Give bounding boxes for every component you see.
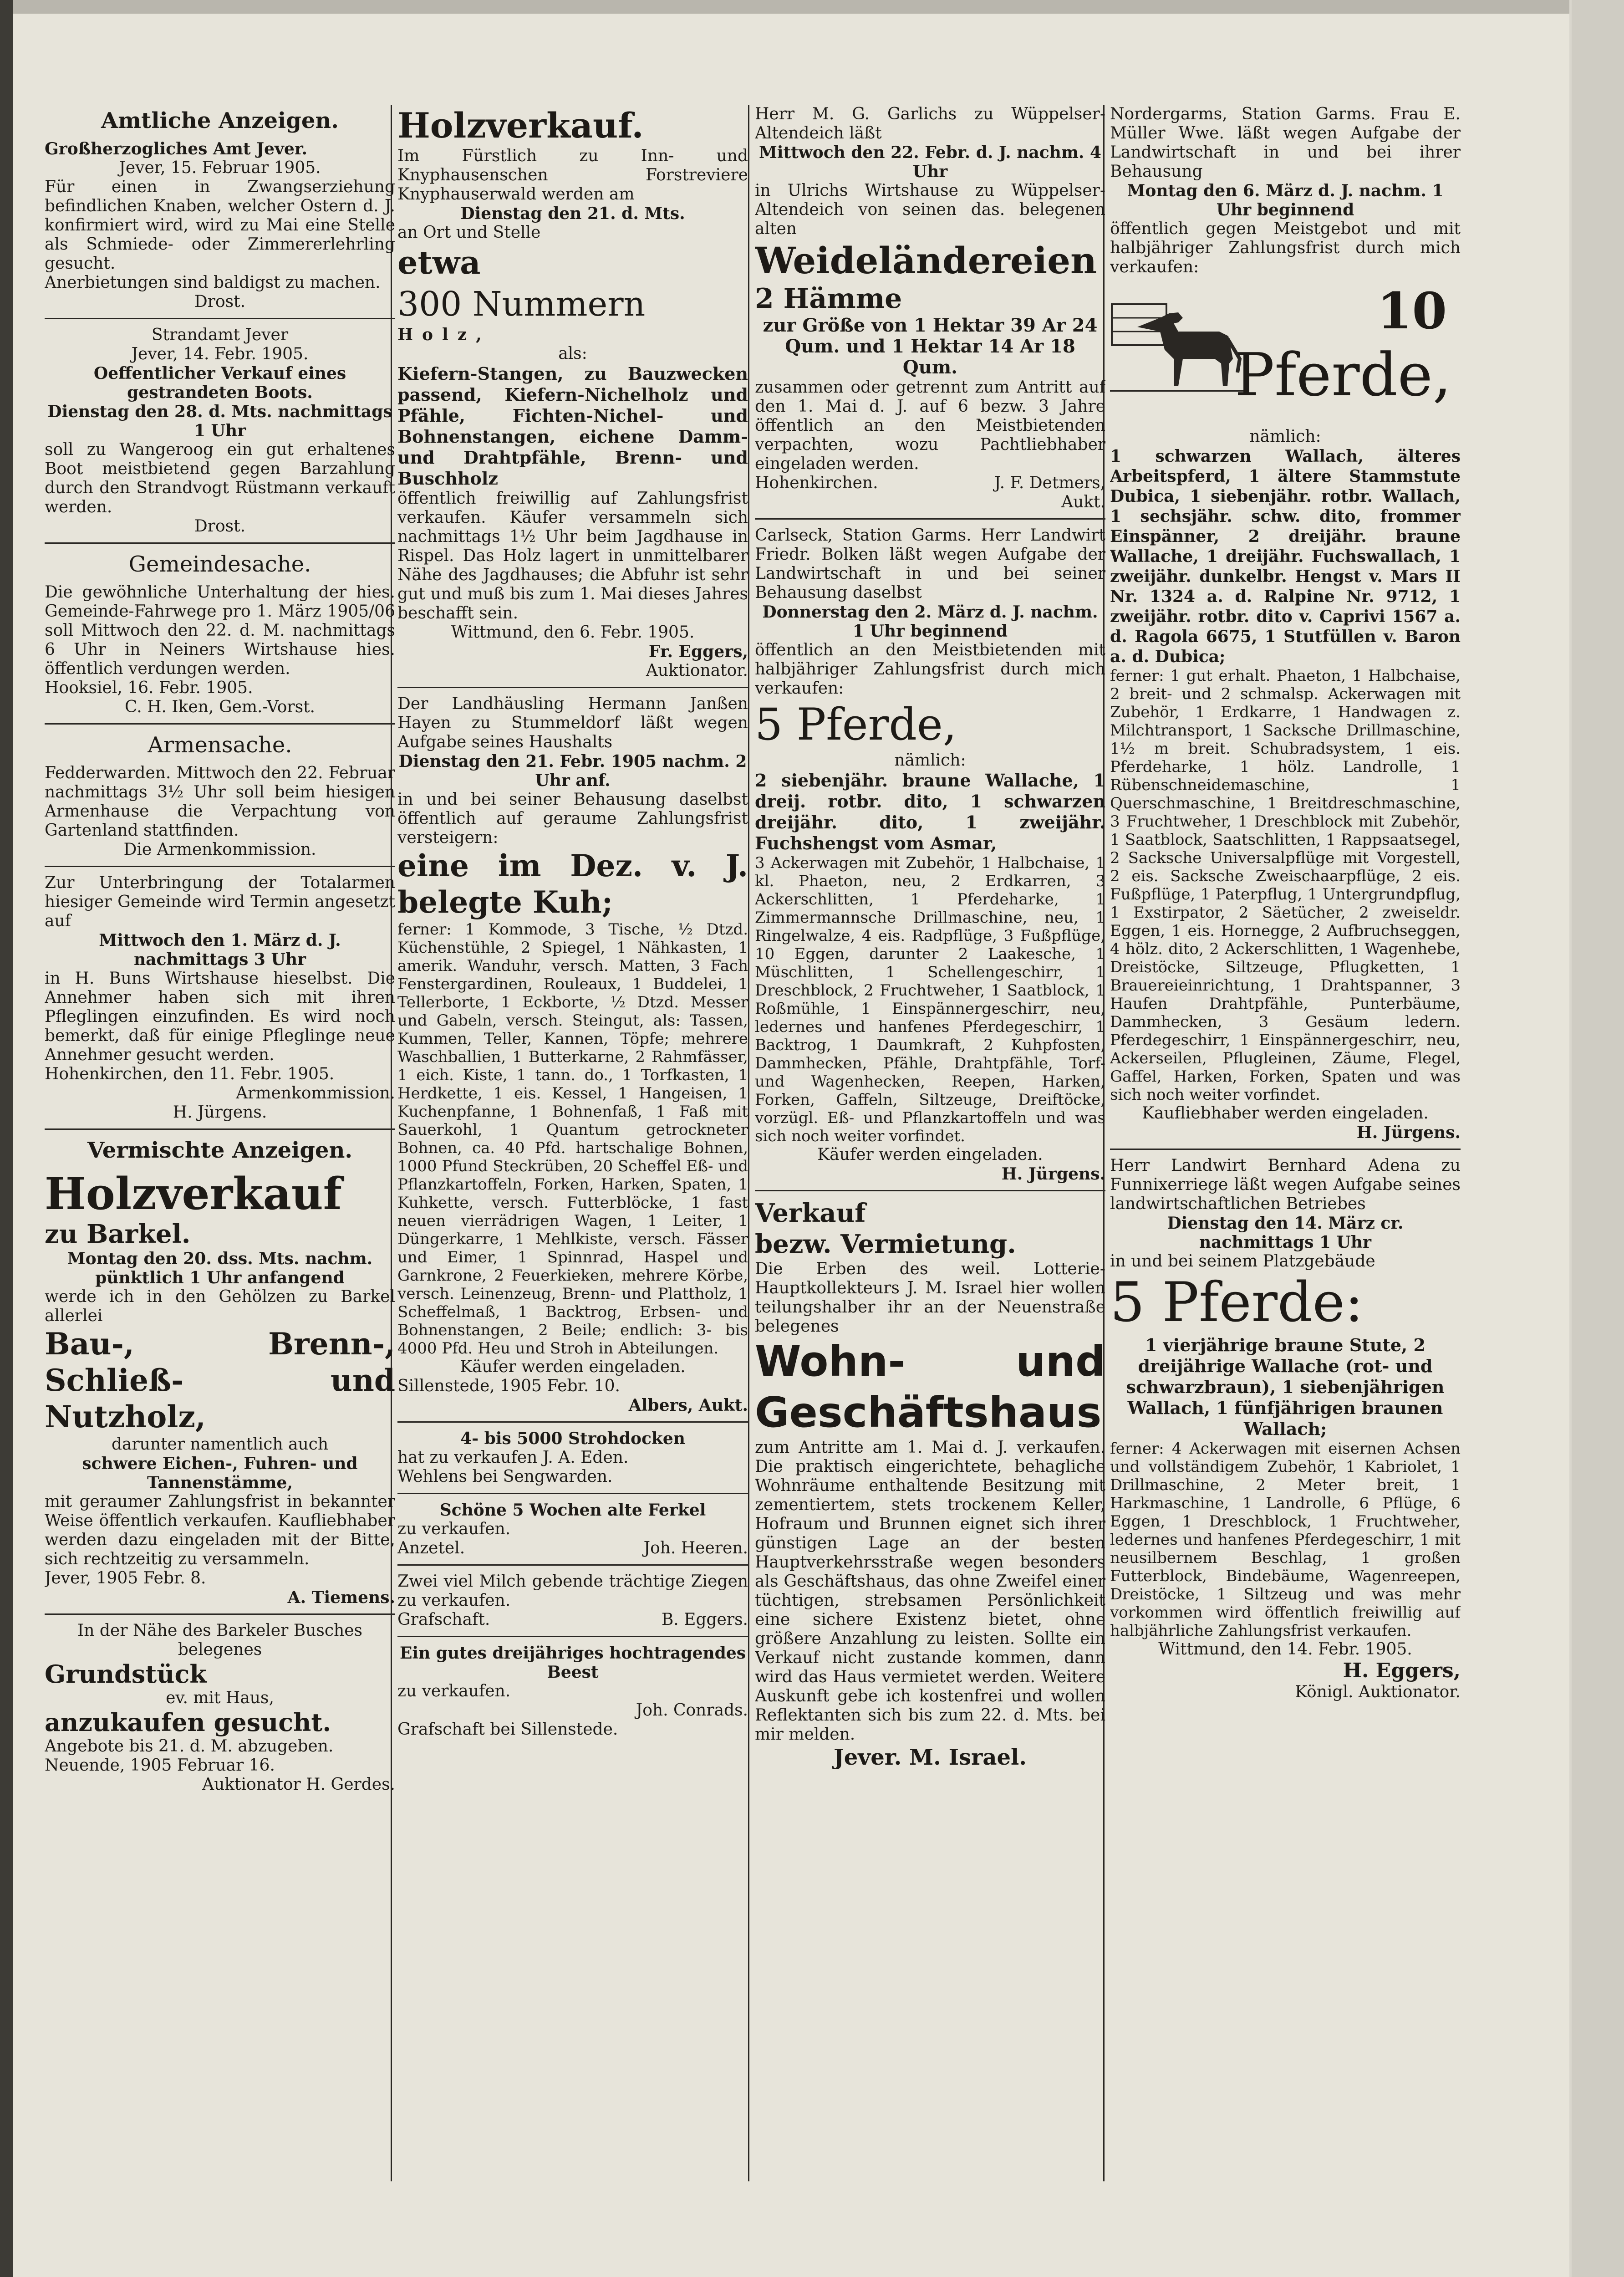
divider bbox=[397, 687, 748, 688]
ad-body: Zur Unterbringung der Totalarmen hiesiger Gemeinde wird Termin angesetzt auf bbox=[45, 873, 395, 930]
ad-body: In der Nähe des Barkeler Busches belegenes bbox=[77, 1621, 362, 1659]
ad-body: Der Landhäusling Hermann Janßen Hayen zu Stummeldorf läßt wegen Aufgabe seines Haushalts bbox=[397, 694, 748, 751]
ad-title-large: Weideländereien bbox=[755, 239, 1097, 282]
section-heading: Vermischte Anzeigen. bbox=[87, 1138, 353, 1163]
ad-body: Carlseck, Station Garms. Herr Landwirt Friedr. Bolken läßt wegen Aufgabe der Landwirtschaft in und bei seiner Behausung daselbst bbox=[755, 526, 1105, 602]
ad-title: Grundstück bbox=[45, 1659, 207, 1689]
divider bbox=[45, 866, 395, 867]
ad-signature: Königl. Auktionator. bbox=[1295, 1683, 1461, 1701]
divider bbox=[45, 1128, 395, 1130]
ad-date: Hooksiel, 16. Febr. 1905. bbox=[45, 679, 253, 697]
ad-items: 1 vierjährige braune Stute, 2 dreijährige Wallache (rot- und schwarzbraun), 1 siebenjährigen Wallach, 1 fünfjährigen braunen Wallach; bbox=[1126, 1335, 1445, 1439]
ad-date: Jever, 14. Febr. 1905. bbox=[131, 345, 309, 363]
divider bbox=[755, 1190, 1105, 1191]
ad-title: Schöne 5 Wochen alte Ferkel bbox=[439, 1501, 706, 1520]
column-1 bbox=[45, 105, 395, 2181]
ad-date-emph: Mittwoch den 22. Febr. d. J. nachm. 4 Uhr bbox=[759, 143, 1102, 181]
ad-signature: H. Jürgens. bbox=[1356, 1123, 1461, 1142]
divider bbox=[397, 1493, 748, 1494]
divider bbox=[45, 723, 395, 725]
ad-subtitle: 2 Hämme bbox=[755, 283, 902, 315]
ad-body: Im Fürstlich zu Inn- und Knyphausenschen Forstreviere Knyphauserwald werden am bbox=[397, 147, 748, 204]
ad-body: hat zu verkaufen J. A. Eden. bbox=[397, 1448, 629, 1467]
ad-signature: Aukt. bbox=[1061, 493, 1105, 511]
ad-body: mit geraumer Zahlungsfrist in bekannter Weise öffentlich verkaufen. Kaufliebhaber werden dazu eingeladen mit der Bitte, sich rechtzeitig zu versammeln. bbox=[45, 1492, 395, 1568]
ad-date-emph: Montag den 20. dss. Mts. nachm. pünktlich 1 Uhr anfangend bbox=[67, 1249, 373, 1287]
ad-body: in H. Buns Wirtshause hieselbst. Die Annehmer haben sich mit ihren Pfleglingen einzufinden. Es wird noch bemerkt, daß für einige Pfleglinge neue Annehmer gesucht werden. bbox=[45, 969, 395, 1064]
ad-count: 10 bbox=[1377, 281, 1447, 340]
ad-body: Die gewöhnliche Unterhaltung der hies. Gemeinde-Fahrwege pro 1. März 1905/06 soll Mittwoch den 22. d. M. nachmittags 6 Uhr in Neiners Wirtshause hies. öffentlich verdungen werden. bbox=[45, 583, 395, 678]
ad-body: in und bei seiner Behausung daselbst öffentlich auf geraume Zahlungsfrist versteigern: bbox=[397, 790, 748, 847]
column-2 bbox=[397, 105, 748, 2181]
page-binding-edge bbox=[0, 0, 13, 2277]
ad-body: Wehlens bei Sengwarden. bbox=[397, 1467, 613, 1486]
ad-body: in Ulrichs Wirtshause zu Wüppelser-Altendeich von seinen das. belegenen alten bbox=[755, 181, 1105, 238]
ad-subtitle: ev. mit Haus, bbox=[166, 1689, 274, 1707]
ad-body: Zwei viel Milch gebende trächtige Ziegen zu verkaufen. bbox=[397, 1572, 748, 1610]
ad-title: bezw. Vermietung. bbox=[755, 1229, 1016, 1259]
ad-signature: H. Jürgens. bbox=[1001, 1164, 1105, 1184]
ad-place: Grafschaft. bbox=[397, 1610, 490, 1629]
ad-items: ferner: 4 Ackerwagen mit eisernen Achsen und vollständigem Zubehör, 1 Kabriolet, 1 Drillmaschine, 2 Meter breit, 1 Harkmaschine, 1 Landrolle, 6 Pflüge, 6 Eggen, 1 Dreschblock, 1 Fruchtweher, ledernes und hanfenes Pferdegeschirr, 1 mit neusilbernem Beschlag, 1 großen Futterblock, Bindebäume, Wagenreepen, Dreistöcke, 1 Siltzeug und was mehr vorkommen wird öffentlich freiwillig auf halbjährliche Zahlungsfrist verkaufen. bbox=[1110, 1440, 1461, 1640]
ad-title: anzukaufen gesucht. bbox=[45, 1708, 331, 1737]
ad-body: Nordergarms, Station Garms. Frau E. Müller Wwe. läßt wegen Aufgabe der Landwirtschaft in und bei ihrer Behausung bbox=[1110, 105, 1461, 181]
ad-items: 2 siebenjähr. braune Wallache, 1 dreij. rotbr. dito, 1 schwarzen dreijähr. dito, 1 zweijähr. Fuchshengst vom Asmar, bbox=[755, 770, 1105, 853]
ad-body: Kaufliebhaber werden eingeladen. bbox=[1142, 1104, 1429, 1123]
ad-date-emph: Donnerstag den 2. März d. J. nachm. 1 Uhr beginnend bbox=[762, 602, 1098, 641]
ad-body: soll zu Wangeroog ein gut erhaltenes Boot meistbietend gegen Barzahlung durch den Strandvogt Rüstmann verkauft werden. bbox=[45, 440, 395, 516]
ad-date: Hohenkirchen, den 11. Febr. 1905. bbox=[45, 1065, 335, 1083]
ad-body: Herr M. G. Garlichs zu Wüppelser-Altendeich läßt bbox=[755, 105, 1105, 143]
ad-subtitle: 300 Nummern bbox=[397, 285, 646, 324]
ad-signature: Joh. Heeren. bbox=[643, 1539, 748, 1557]
ad-body: Anerbietungen sind baldigst zu machen. bbox=[45, 273, 381, 292]
column-3 bbox=[755, 105, 1105, 2181]
ad-signature: Fr. Eggers, bbox=[648, 642, 748, 661]
divider bbox=[45, 542, 395, 544]
ad-signature: Drost. bbox=[194, 517, 246, 536]
ad-date: Wittmund, den 14. Febr. 1905. bbox=[1158, 1640, 1412, 1659]
ad-title: eine im Dez. v. J. belegte Kuh; bbox=[397, 848, 748, 920]
ad-title-large: Holzverkauf. bbox=[397, 105, 644, 146]
ad-date-emph: Dienstag den 21. Febr. 1905 nachm. 2 Uhr anf. bbox=[398, 752, 747, 790]
ad-signature: Joh. Conrads. bbox=[636, 1701, 748, 1720]
ad-subtitle: etwa bbox=[397, 244, 481, 281]
ad-body bbox=[397, 1539, 748, 1558]
ad-signature: Albers, Aukt. bbox=[628, 1396, 748, 1415]
ad-items: 3 Ackerwagen mit Zubehör, 1 Halbchaise, 1 kl. Phaeton, neu, 2 Erdkarren, 3 Ackerschlitten, 1 Pferdeharke, 1 Zimmermannsche Drillmaschine, neu, 1 Ringelwalze, 4 eis. Radpflüge, 3 Fußpflüge, 10 Eggen, darunter 2 Laakesche, 1 Müschlitten, 1 Schellengeschirr, 1 Dreschblock, 2 Fruchtweher, 1 Saatblock, 1 Roßmühle, 1 Einspännergeschirr, neu, ledernes und hanfenes Pferdegeschirr, 1 Backtrog, 1 Daumkraft, 2 Kuhpfosten, Dammhecken, Pfähle, Drahtpfähle, Torf- und Wagenhecken, Reepen, Harken, Forken, Gaffeln, Siltzeuge, Dreiftöcke, vorzügl. Eß- und Pflanzkartoffeln und was sich noch weiter vorfindet. bbox=[755, 854, 1105, 1145]
ad-body: an Ort und Stelle bbox=[397, 223, 541, 242]
ad-place: Grafschaft bei Sillenstede. bbox=[397, 1720, 618, 1739]
column-rule bbox=[748, 105, 749, 2181]
ad-body: zusammen oder getrennt zum Antritt auf den 1. Mai d. J. auf 6 bezw. 3 Jahre öffentlich an den Meistbietenden verpachten, wozu Pachtliebhaber eingeladen werden. bbox=[755, 378, 1105, 473]
column-4 bbox=[1110, 105, 1461, 2181]
ad-body bbox=[755, 474, 1105, 493]
ad-body: werde ich in den Gehölzen zu Barkel allerlei bbox=[45, 1287, 395, 1325]
ad-title: Ein gutes dreijähriges hochtragendes Beest bbox=[399, 1644, 746, 1682]
divider bbox=[45, 1613, 395, 1615]
ad-body: darunter namentlich auch bbox=[111, 1435, 329, 1454]
ad-place: Hohenkirchen. bbox=[755, 474, 878, 492]
ad-signature: C. H. Iken, Gem.-Vorst. bbox=[125, 698, 315, 716]
ad-body: Fedderwarden. Mittwoch den 22. Februar nachmittags 3½ Uhr soll beim hiesigen Armenhause die Verpachtung von Gartenland stattfinden. bbox=[45, 764, 395, 840]
ad-body: Käufer werden eingeladen. bbox=[817, 1145, 1043, 1164]
ad-date-emph: Montag den 6. März d. J. nachm. 1 Uhr beginnend bbox=[1127, 181, 1444, 220]
ad-body: nämlich: bbox=[894, 751, 966, 770]
ad-items: ferner: 1 Kommode, 3 Tische, ½ Dtzd. Küchenstühle, 2 Spiegel, 1 Nähkasten, 1 amerik. Wanduhr, versch. Matten, 3 Fach Fenstergardinen, Rouleaux, 1 Buddelei, 1 Tellerborte, 1 Eckborte, ½ Dtzd. Messer und Gabeln, versch. Steingut, als: Tassen, Kummen, Teller, Kannen, Töpfe; mehrere Waschballien, 1 Butterkarne, 2 Rahmfässer, 1 eich. Kiste, 1 tann. do., 1 Torfkasten, 1 Herdkette, 1 eis. Kessel, 1 Hangeisen, 1 Kuchenpfanne, 1 Bohnenfaß, 1 Faß mit Sauerkohl, 1 Quantum getrockneter Bohnen, ca. 40 Pfd. hartschalige Bohnen, 1000 Pfund Steckrüben, 20 Scheffel Eß- und Pflanzkartoffeln, Forken, Harken, Spaten, 1 Kuhkette, versch. Futterblöcke, 1 fast neuen vierrädrigen Wagen, 1 Leiter, 1 Düngerkarre, 1 Mehlkiste, versch. Fässer und Eimer, 1 Spinnrad, Haspel und Garnkrone, 2 Feuerkieken, mehrere Körbe, versch. Leinenzeug, Brenn- und Plattholz, 1 Scheffelmaß, 1 Backtrog, Erbsen- und Bohnenstangen, 2 Beile; endlich: 3- bis 4000 Pfd. Heu und Stroh in Abteilungen. bbox=[397, 920, 748, 1358]
ad-body: Angebote bis 21. d. M. abzugeben. bbox=[45, 1737, 334, 1756]
ad-date: Neuende, 1905 Februar 16. bbox=[45, 1756, 275, 1775]
divider bbox=[397, 1421, 748, 1423]
ad-title: Oeffentlicher Verkauf eines gestrandeten Boots. bbox=[93, 364, 346, 402]
ad-body: in und bei seinem Platzgebäude bbox=[1110, 1252, 1375, 1271]
section-heading: Amtliche Anzeigen. bbox=[101, 108, 339, 133]
ad-items: schwere Eichen-, Fuhren- und Tannenstämme, bbox=[82, 1454, 358, 1492]
ad-body: als: bbox=[558, 344, 587, 363]
ad-items: ferner: 1 gut erhalt. Phaeton, 1 Halbchaise, 2 breit- und 2 schmalsp. Ackerwagen mit Zubehör, 1 Erdkarre, 1 Handwagen z. Milchtransport, 1 Sacksche Drillmaschine, 1½ m breit. Schubradsystem, 1 eis. Pferdeharke, 1 hölz. Landrolle, 1 Rübenschneidemaschine, 1 Querschmaschine, 1 Breitdreschmaschine, 3 Fruchtweher, 1 Dreschblock mit Zubehör, 1 Saatblock, Saatschlitten, 1 Rappsaatsegel, 2 Sacksche Universalpflüge mit Vorgestell, 2 eis. Sacksche Zweischaarpflüge, 2 eis. Fußpflüge, 1 Paterpflug, 1 Untergrundpflug, 1 Exstirpator, 2 Säetücher, 2 zweiseldr. Eggen, 1 eis. Hornegge, 2 Aufbruchseggen, 4 hölz. dito, 2 Ackerschlitten, 1 Wagenhebe, Dreistöcke, Siltzeuge, Pflugketten, 1 Brauereieinrichtung, 1 Drahtspanner, 3 Haufen Drahtpfähle, Punterbäume, Dammhecken, 3 Gesäum ledern. Pferdegeschirr, 1 Einspännergeschirr, neu, Ackerseilen, Pflugleinen, Zäume, Flegel, Gaffel, Harken, Forken, Spaten und was sich noch weiter vorfindet. bbox=[1110, 667, 1461, 1104]
ad-title-huge: Holz, bbox=[397, 325, 491, 344]
divider bbox=[45, 318, 395, 319]
ad-body: öffentlich an den Meistbietenden mit halbjähriger Zahlungsfrist durch mich verkaufen: bbox=[755, 641, 1105, 698]
ad-body: zu verkaufen. bbox=[397, 1682, 511, 1700]
ad-items: 1 schwarzen Wallach, älteres Arbeitspferd, 1 ältere Stammstute Dubica, 1 siebenjähr. rotbr. Wallach, 1 sechsjähr. schw. dito, frommer Einspänner, 2 dreijähr. braune Wallache, 1 dreijähr. Fuchswallach, 1 zweijähr. dunkelbr. Hengst v. Mars II Nr. 1324 a. d. Ralpine Nr. 9712, 1 zweijähr. rotbr. dito v. Caprivi 1567 a. d. Ragola 6675, 1 Stutfüllen v. Baron a. d. Dubica; bbox=[1110, 447, 1461, 666]
ad-date: Sillenstede, 1905 Febr. 10. bbox=[397, 1377, 620, 1395]
ad-signature: H. Eggers, bbox=[1343, 1659, 1461, 1682]
ad-date: Jever, 15. Februar 1905. bbox=[119, 158, 321, 177]
horse-icon bbox=[1110, 295, 1247, 404]
ad-signature: B. Eggers. bbox=[661, 1610, 748, 1629]
ad-signature: Auktionator. bbox=[646, 661, 748, 680]
ad-body: öffentlich freiwillig auf Zahlungsfrist verkaufen. Käufer versammeln sich nachmittags 1½ Uhr beim Jagdhause in Rispel. Das Holz lagert in unmittelbarer Nähe des Jagdhauses; die Abfuhr ist sehr gut und muß bis zum 1. Mai dieses Jahres beschafft sein. bbox=[397, 489, 748, 623]
ad-title-large: Pferde, bbox=[1234, 340, 1451, 409]
ad-signature: J. F. Detmers, bbox=[994, 474, 1105, 492]
ad-place: Anzetel. bbox=[397, 1539, 465, 1557]
ad-title-large: 5 Pferde, bbox=[755, 699, 957, 750]
ad-signature: A. Tiemens. bbox=[287, 1588, 395, 1607]
section-heading: Gemeindesache. bbox=[128, 551, 311, 577]
divider bbox=[1110, 1149, 1461, 1150]
ad-items: zur Größe von 1 Hektar 39 Ar 24 Qum. und 1 Hektar 14 Ar 18 Qum. bbox=[763, 315, 1098, 378]
ad-body: zu verkaufen. bbox=[397, 1520, 511, 1538]
ad-signature: Jever. M. Israel. bbox=[834, 1745, 1027, 1770]
ad-title-large: Bau-, Brenn-, Schließ- und Nutzholz, bbox=[45, 1326, 395, 1435]
divider bbox=[755, 518, 1105, 520]
ad-title: zu Barkel. bbox=[45, 1219, 191, 1249]
ad-date: Wittmund, den 6. Febr. 1905. bbox=[451, 623, 695, 642]
ad-body bbox=[397, 1610, 748, 1629]
ad-date: Jever, 1905 Febr. 8. bbox=[45, 1569, 206, 1588]
ad-date-emph: Dienstag den 28. d. Mts. nachmittags 1 Uhr bbox=[47, 402, 392, 440]
ad-body: zum Antritte am 1. Mai d. J. verkaufen. Die praktisch eingerichtete, behagliche Wohnräume enthaltende Besitzung mit zementiertem, stets trockenem Keller, Hofraum und Brunnen eignet sich ihrer günstigen Lage an der besten Hauptverkehrsstraße wegen besonders als Geschäftshaus, das ohne Zweifel einer tüchtigen, strebsamen Persönlichkeit eine sichere Existenz bietet, ohne größere Anzahlung zu leisten. Sollte ein Verkauf nicht zustande kommen, dann wird das Haus vermietet werden. Weitere Auskunft gebe ich kostenfrei und wollen Reflektanten sich bis zum 22. d. Mts. bei mir melden. bbox=[755, 1438, 1105, 1744]
divider bbox=[397, 1636, 748, 1637]
ad-title-large: Wohn- und Geschäftshaus bbox=[755, 1337, 1105, 1437]
ad-heading: Strandamt Jever bbox=[151, 326, 289, 344]
ad-heading: Großherzogliches Amt Jever. bbox=[45, 139, 308, 158]
page-edge-right bbox=[1572, 0, 1624, 2277]
horse-ad-header bbox=[1110, 277, 1461, 427]
ad-body: nämlich: bbox=[1249, 427, 1321, 446]
ad-title-large: 5 Pferde: bbox=[1110, 1271, 1364, 1334]
section-heading: Armensache. bbox=[148, 732, 292, 758]
ad-body: Herr Landwirt Bernhard Adena zu Funnixerriege läßt wegen Aufgabe seines landwirtschaftlichen Betriebes bbox=[1110, 1156, 1461, 1213]
ad-body: Für einen in Zwangserziehung befindlichen Knaben, welcher Ostern d. J. konfirmiert wird, wird zu Mai eine Stelle als Schmiede- oder Zimmererlehrling gesucht. bbox=[45, 178, 395, 273]
ad-body: Käufer werden eingeladen. bbox=[460, 1358, 686, 1376]
ad-title-large: Holzverkauf bbox=[45, 1168, 342, 1220]
ad-signature: Drost. bbox=[194, 292, 246, 311]
ad-signature: H. Jürgens. bbox=[173, 1103, 267, 1122]
ad-date-emph: Mittwoch den 1. März d. J. nachmittags 3 Uhr bbox=[99, 931, 341, 969]
ad-body: öffentlich gegen Meistgebot und mit halbjähriger Zahlungsfrist durch mich verkaufen: bbox=[1110, 220, 1461, 276]
ad-title: Verkauf bbox=[755, 1198, 866, 1228]
ad-signature: Auktionator H. Gerdes. bbox=[202, 1775, 395, 1794]
ad-body: Die Erben des weil. Lotterie-Hauptkollekteurs J. M. Israel hier wollen teilungshalber ihr an der Neuenstraße belegenes bbox=[755, 1260, 1105, 1336]
ad-signature: Die Armenkommission. bbox=[123, 840, 316, 859]
ad-signature: Armenkommission. bbox=[236, 1084, 395, 1103]
ad-title: 4- bis 5000 Strohdocken bbox=[460, 1429, 685, 1448]
ad-date-emph: Dienstag den 14. März cr. nachmittags 1 Uhr bbox=[1167, 1214, 1404, 1252]
ad-date-emph: Dienstag den 21. d. Mts. bbox=[460, 204, 685, 223]
divider bbox=[397, 1564, 748, 1566]
ad-items: Kiefern-Stangen, zu Bauzwecken passend, Kiefern-Nichelholz und Pfähle, Fichten-Nichel- und Bohnenstangen, eichene Damm- und Drahtpfähle, Brenn- und Buschholz bbox=[397, 363, 748, 489]
